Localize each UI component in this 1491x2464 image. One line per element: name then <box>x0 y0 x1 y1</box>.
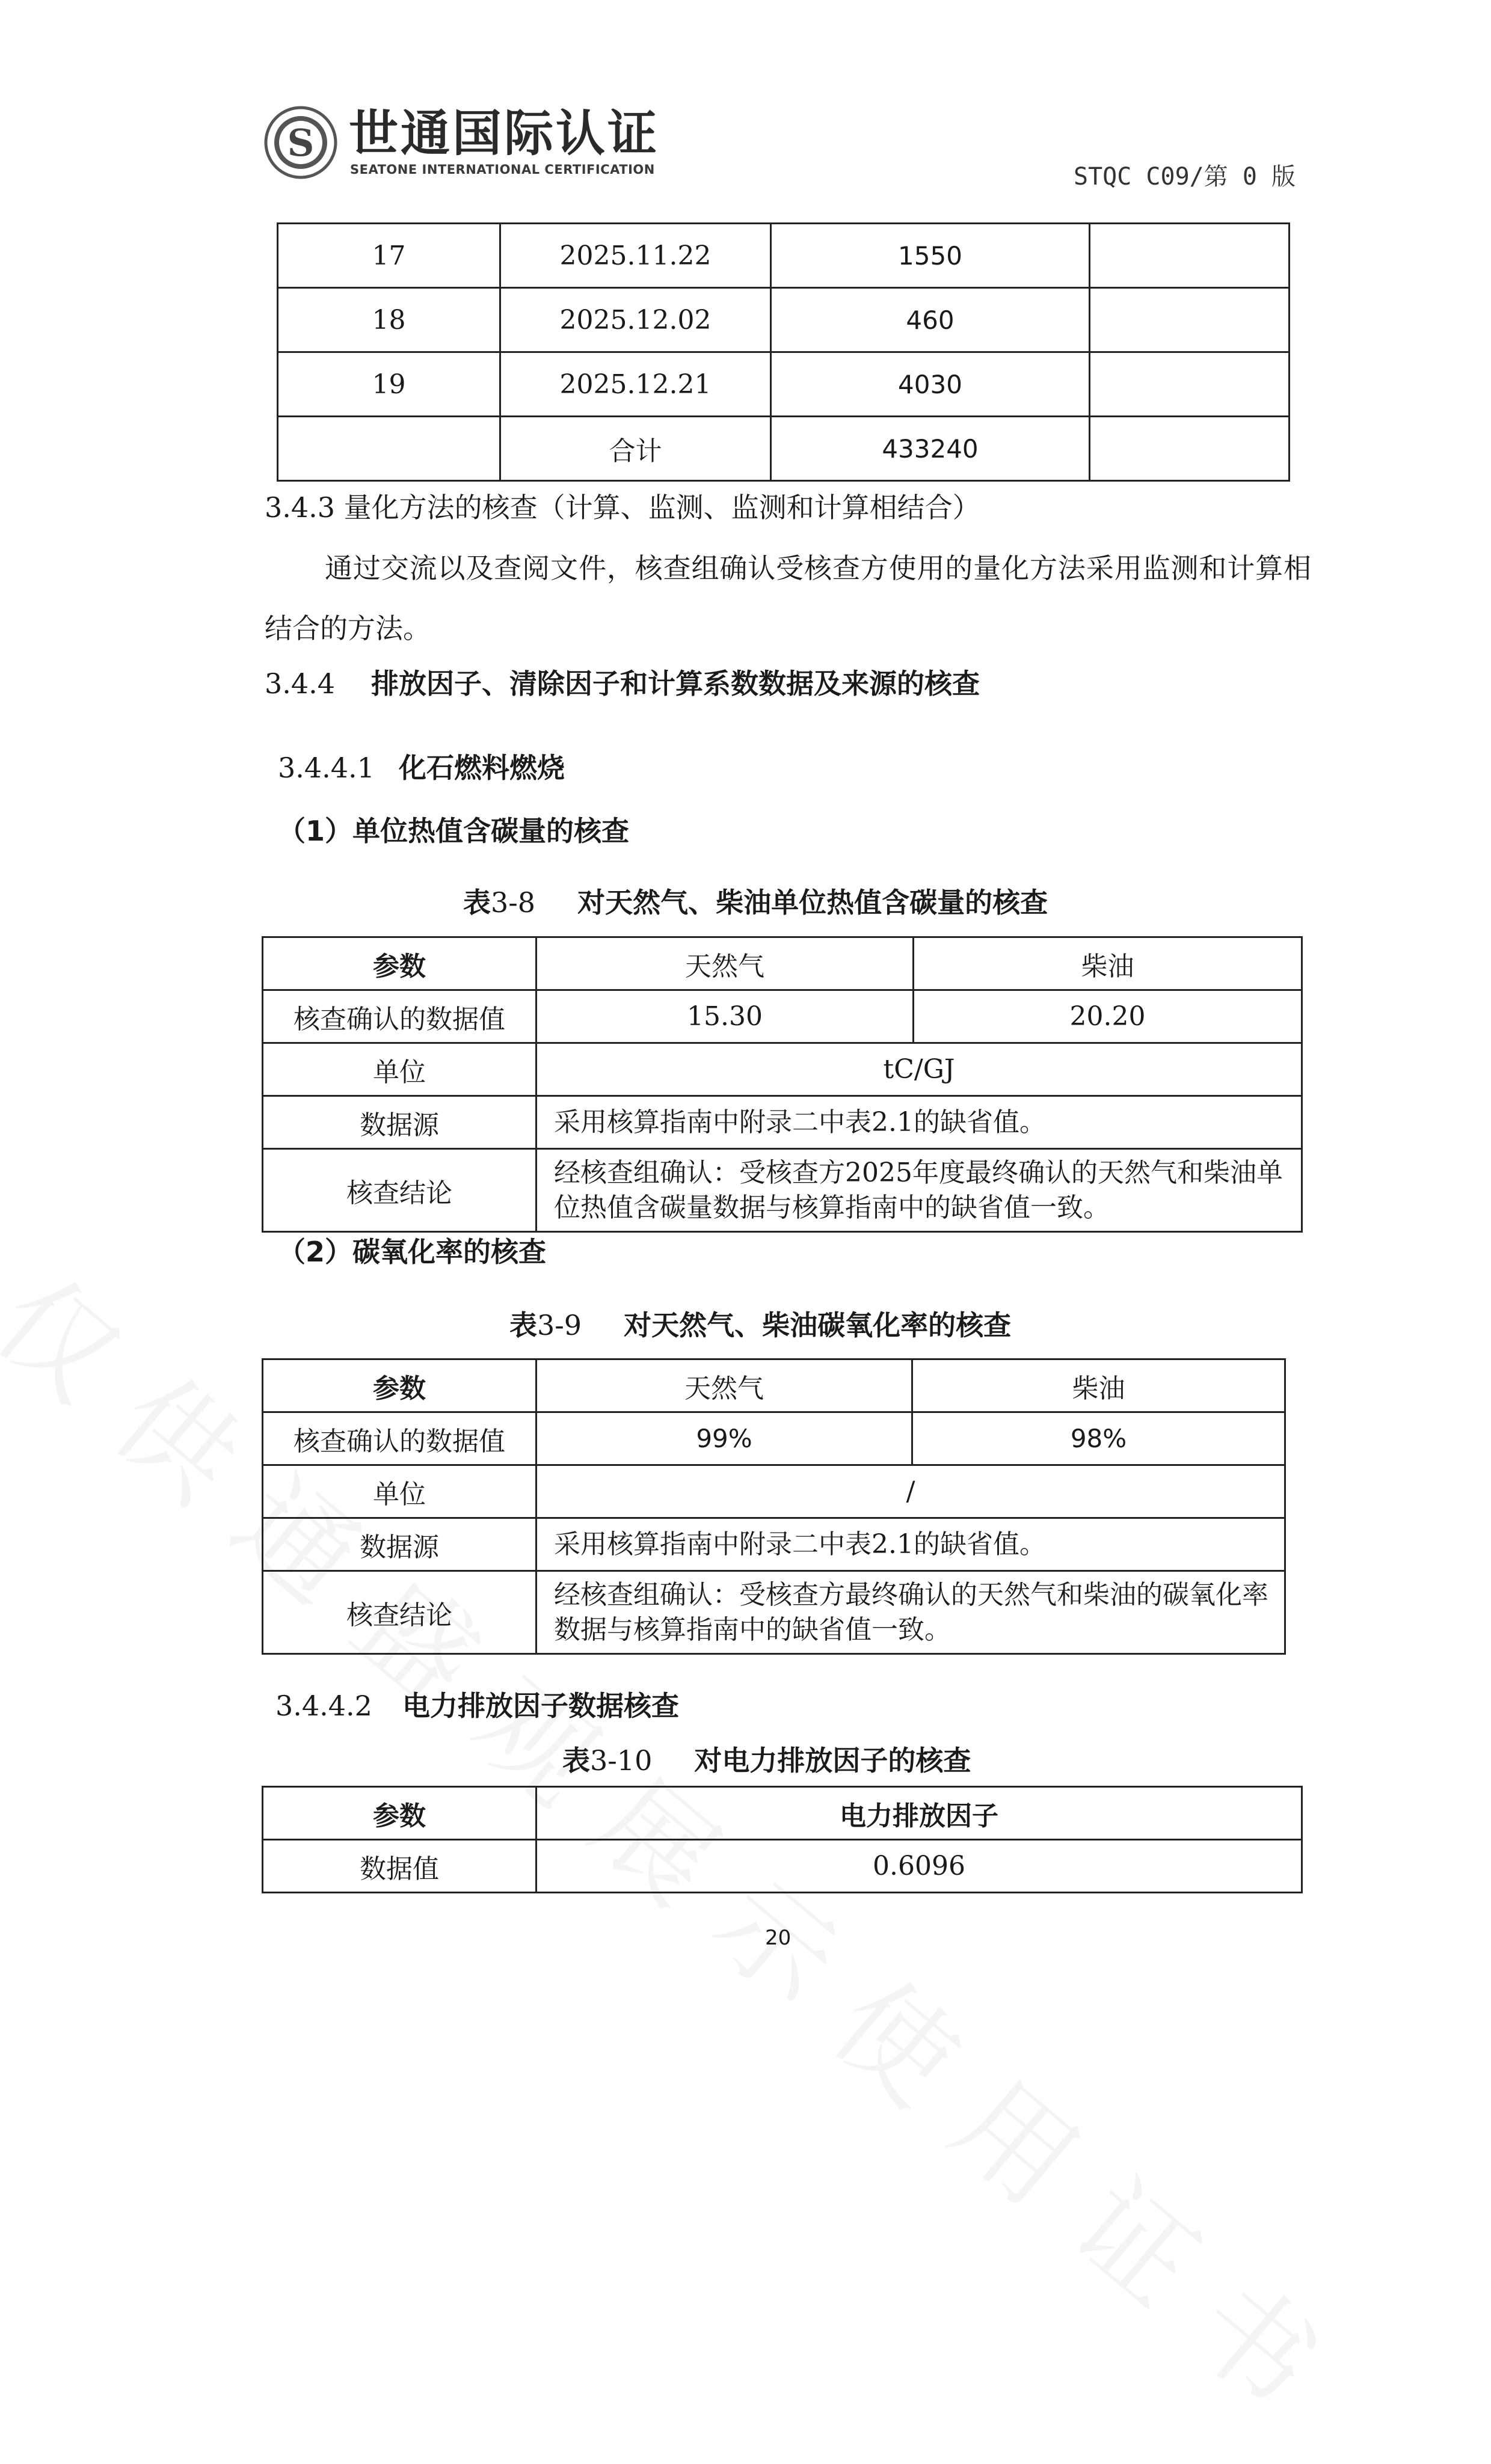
natural-gas-value: 99% <box>536 1412 912 1465</box>
table-38 <box>262 936 1303 1233</box>
unit-label: 单位 <box>263 1465 536 1518</box>
unit-value: tC/GJ <box>536 1043 1302 1096</box>
section-344-title: 排放因子、清除因子和计算系数数据及来源的核查 <box>371 667 980 700</box>
company-name-en: SEATONE INTERNATIONAL CERTIFICATION <box>350 162 655 177</box>
row-number: 19 <box>278 352 500 417</box>
section-343-paragraph: 通过交流以及查阅文件，核查组确认受核查方使用的量化方法采用监测和计算相结合的方法。 <box>265 552 1311 645</box>
company-name-cn: 世通国际认证 <box>349 105 660 162</box>
row-value: 1550 <box>771 224 1090 288</box>
param-header: 参数 <box>263 1787 536 1840</box>
row-note <box>1090 224 1290 288</box>
table-row <box>278 288 1290 352</box>
logo-letter: S <box>287 121 315 165</box>
row-date: 2025.12.21 <box>500 352 771 417</box>
table-310 <box>262 1786 1303 1893</box>
document-code: STQC C09/第 0 版 <box>1074 163 1296 191</box>
row-date: 2025.12.02 <box>500 288 771 352</box>
section-3441-title: 化石燃料燃烧 <box>398 752 565 784</box>
source-label: 数据源 <box>263 1096 536 1149</box>
subsection-1-heading: （1）单位热值含碳量的核查 <box>278 815 630 847</box>
total-label: 合计 <box>500 417 771 481</box>
table-310-cap-number: 3-10 <box>590 1744 653 1777</box>
total-empty-cell <box>278 417 500 481</box>
table-39-caption <box>509 1304 1011 1343</box>
electricity-factor-value: 0.6096 <box>536 1840 1302 1893</box>
seatone-logo-icon <box>263 105 338 180</box>
column-natural-gas: 天然气 <box>536 937 914 990</box>
table-38-title: 对天然气、柴油单位热值含碳量的核查 <box>577 886 1048 919</box>
table-38-cap-number: 3-8 <box>491 886 536 919</box>
table-row <box>278 352 1290 417</box>
row-number: 18 <box>278 288 500 352</box>
page-number: 20 <box>765 1926 792 1950</box>
section-3441-heading <box>278 752 565 785</box>
section-344-heading <box>265 667 980 700</box>
unit-label: 单位 <box>263 1043 536 1096</box>
section-344-number: 3.4.4 <box>265 667 336 700</box>
table-310-cap-label: 表 <box>562 1744 590 1777</box>
subsection-2-heading: （2）碳氧化率的核查 <box>278 1236 547 1268</box>
table-row <box>278 224 1290 288</box>
section-3442-number: 3.4.4.2 <box>275 1690 372 1722</box>
diesel-value: 20.20 <box>914 990 1302 1043</box>
row-date: 2025.11.22 <box>500 224 771 288</box>
table-39-title: 对天然气、柴油碳氧化率的核查 <box>624 1309 1012 1341</box>
row-value: 4030 <box>771 352 1090 417</box>
table-39 <box>262 1358 1286 1655</box>
param-header: 参数 <box>263 1359 536 1412</box>
table-38-caption <box>463 881 1048 921</box>
table-39-cap-label: 表 <box>509 1309 537 1341</box>
conclusion-label: 核查结论 <box>263 1571 536 1654</box>
row-value: 460 <box>771 288 1090 352</box>
table-310-title: 对电力排放因子的核查 <box>694 1744 971 1777</box>
conclusion-value: 经核查组确认：受核查方最终确认的天然气和柴油的碳氧化率数据与核算指南中的缺省值一致。 <box>536 1571 1285 1654</box>
source-label: 数据源 <box>263 1518 536 1571</box>
section-3442-title: 电力排放因子数据核查 <box>402 1690 679 1722</box>
total-row <box>278 417 1290 481</box>
total-note <box>1090 417 1290 481</box>
row-note <box>1090 288 1290 352</box>
source-value: 采用核算指南中附录二中表2.1的缺省值。 <box>536 1518 1285 1571</box>
confirmed-value-label: 核查确认的数据值 <box>263 1412 536 1465</box>
table-38-cap-label: 表 <box>463 886 491 919</box>
table-310-caption <box>562 1739 971 1779</box>
section-343-heading: 3.4.3 量化方法的核查（计算、监测、监测和计算相结合） <box>265 491 980 524</box>
section-3441-number: 3.4.4.1 <box>278 752 375 784</box>
param-header: 参数 <box>263 937 536 990</box>
section-3442-heading <box>275 1690 679 1723</box>
data-value-label: 数据值 <box>263 1840 536 1893</box>
column-natural-gas: 天然气 <box>536 1359 912 1412</box>
column-electricity-factor: 电力排放因子 <box>536 1787 1302 1840</box>
table-39-cap-number: 3-9 <box>537 1309 582 1341</box>
total-value: 433240 <box>771 417 1090 481</box>
diesel-value: 98% <box>912 1412 1285 1465</box>
conclusion-value: 经核查组确认：受核查方2025年度最终确认的天然气和柴油单位热值含碳量数据与核算指南中的缺省值一致。 <box>536 1149 1302 1232</box>
data-continuation-table <box>277 222 1290 482</box>
source-value: 采用核算指南中附录二中表2.1的缺省值。 <box>536 1096 1302 1149</box>
natural-gas-value: 15.30 <box>536 990 914 1043</box>
column-diesel: 柴油 <box>912 1359 1285 1412</box>
row-note <box>1090 352 1290 417</box>
row-number: 17 <box>278 224 500 288</box>
confirmed-value-label: 核查确认的数据值 <box>263 990 536 1043</box>
column-diesel: 柴油 <box>914 937 1302 990</box>
conclusion-label: 核查结论 <box>263 1149 536 1232</box>
unit-value: / <box>536 1465 1285 1518</box>
